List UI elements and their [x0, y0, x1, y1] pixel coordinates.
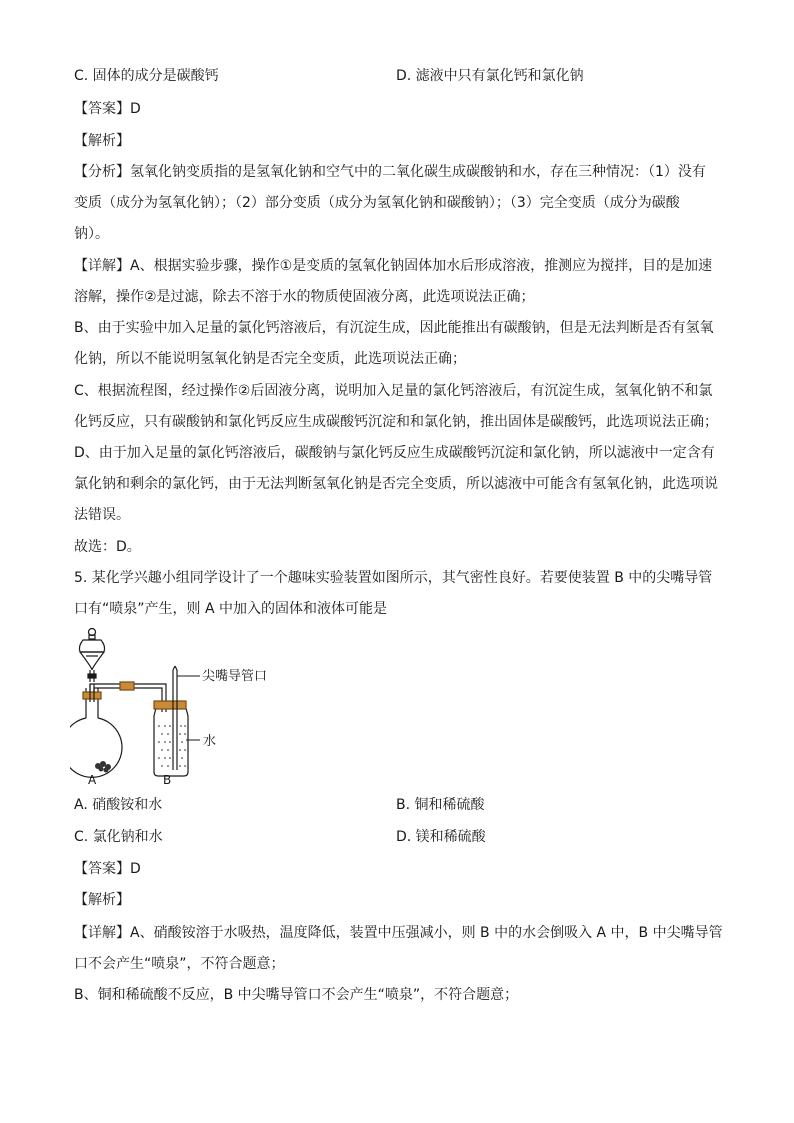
q5-detail-a-line-1 [74, 923, 724, 943]
answer-label: 【答案】 [74, 861, 130, 877]
q5-option-d: D. 镁和稀硫酸 [396, 829, 486, 845]
q4-fenxi-line-1 [74, 162, 724, 182]
xiangjie-label: 【详解】 [74, 925, 130, 941]
q5-stem-line-1: 5. 某化学兴趣小组同学设计了一个趣味实验装置如图所示，其气密性良好。若要使装置 B 中的尖嘴导管 [74, 570, 713, 586]
q4-detail-a-line-1 [74, 256, 724, 276]
bottle-b [154, 666, 188, 776]
detail-a-text-1: A、根据实验步骤，操作①是变质的氢氧化钠固体加水后形成溶液，推测应为搅拌，目的是加速 [130, 258, 713, 274]
q4-detail-c-line-2: 化钙反应，只有碳酸钠和氯化钙反应生成碳酸钙沉淀和和氯化钠，推出固体是碳酸钙，此选项说法正确； [74, 414, 718, 430]
flask-a-solid [95, 761, 111, 773]
q5-option-b: B. 铜和稀硫酸 [396, 797, 485, 813]
label-a: A [88, 773, 97, 784]
fenxi-label: 【分析】 [74, 164, 130, 180]
q4-detail-c-line-1: C、根据流程图，经过操作②后固液分离，说明加入足量的氯化钙溶液后，有沉淀生成，氢氧化钠不和氯 [74, 383, 713, 399]
q4-detail-d-line-3: 法错误。 [74, 507, 130, 523]
q4-fenxi-line-2: 变质（成分为氢氧化钠）；（2）部分变质（成分为氢氧化钠和碳酸钠）；（3）完全变质（成分为碳酸 [74, 195, 680, 211]
q4-detail-b-line-1: B、由于实验中加入足量的氯化钙溶液后，有沉淀生成，因此能推出有碳酸钠，但是无法判断是否有氢氧 [74, 320, 714, 336]
q4-fenxi-line-3: 钠）。 [74, 226, 109, 242]
q5-detail-b-line-1: B、铜和稀硫酸不反应，B 中尖嘴导管口不会产生“喷泉”，不符合题意； [74, 987, 519, 1003]
q5-option-c: C. 氯化钠和水 [74, 829, 163, 845]
q5-stem-line-2: 口有“喷泉”产生，则 A 中加入的固体和液体可能是 [74, 601, 387, 617]
q4-detail-b-line-2: 化钠，所以不能说明氢氧化钠是否完全变质，此选项说法正确； [74, 351, 466, 367]
apparatus-diagram [70, 624, 300, 784]
q5-detail-a-line-2: 口不会产生“喷泉”，不符合题意； [74, 956, 285, 972]
flask-a [70, 684, 122, 777]
detail-a-text-1: A、硝酸铵溶于水吸热，温度降低，装置中压强减小，则 B 中的水会倒吸入 A 中，B 中尖嘴导管 [130, 925, 723, 941]
q4-analysis-heading: 【解析】 [74, 133, 130, 149]
answer-label: 【答案】 [74, 101, 130, 117]
q4-answer [74, 99, 724, 119]
label-water: 水 [203, 734, 217, 749]
q5-options-row-2 [74, 827, 724, 847]
xiangjie-label: 【详解】 [74, 258, 130, 274]
q4-option-c: C. 固体的成分是碳酸钙 [74, 68, 219, 84]
q4-options-row [74, 66, 724, 86]
q5-option-a: A. 硝酸铵和水 [74, 797, 163, 813]
label-tube: 尖嘴导管口 [202, 669, 268, 684]
q5-analysis-heading: 【解析】 [74, 892, 130, 908]
answer-value: D [130, 101, 141, 117]
bottle-b-water [158, 725, 186, 767]
q4-detail-d-line-1: D、由于加入足量的氯化钙溶液后，碳酸钠与氯化钙反应生成碳酸钙沉淀和氯化钠，所以滤液中一定含有 [74, 445, 715, 461]
q4-detail-a-line-2: 溶解，操作②是过滤，除去不溶于水的物质使固液分离，此选项说法正确； [74, 289, 535, 305]
label-b: B [163, 773, 172, 784]
q4-option-d: D. 滤液中只有氯化钙和氯化钠 [396, 68, 584, 84]
answer-value: D [130, 861, 141, 877]
separatory-funnel [79, 629, 104, 683]
q5-options-row-1 [74, 795, 724, 815]
q5-answer [74, 859, 724, 879]
q4-detail-d-line-2: 氯化钠和剩余的氯化钙，由于无法判断氢氧化钠是否完全变质，所以滤液中可能含有氢氧化钠，此选项说 [74, 476, 718, 492]
fenxi-text-1: 氢氧化钠变质指的是氢氧化钠和空气中的二氧化碳生成碳酸钠和水，存在三种情况：（1）没有 [130, 164, 706, 180]
q4-conclusion: 故选：D。 [74, 539, 141, 555]
